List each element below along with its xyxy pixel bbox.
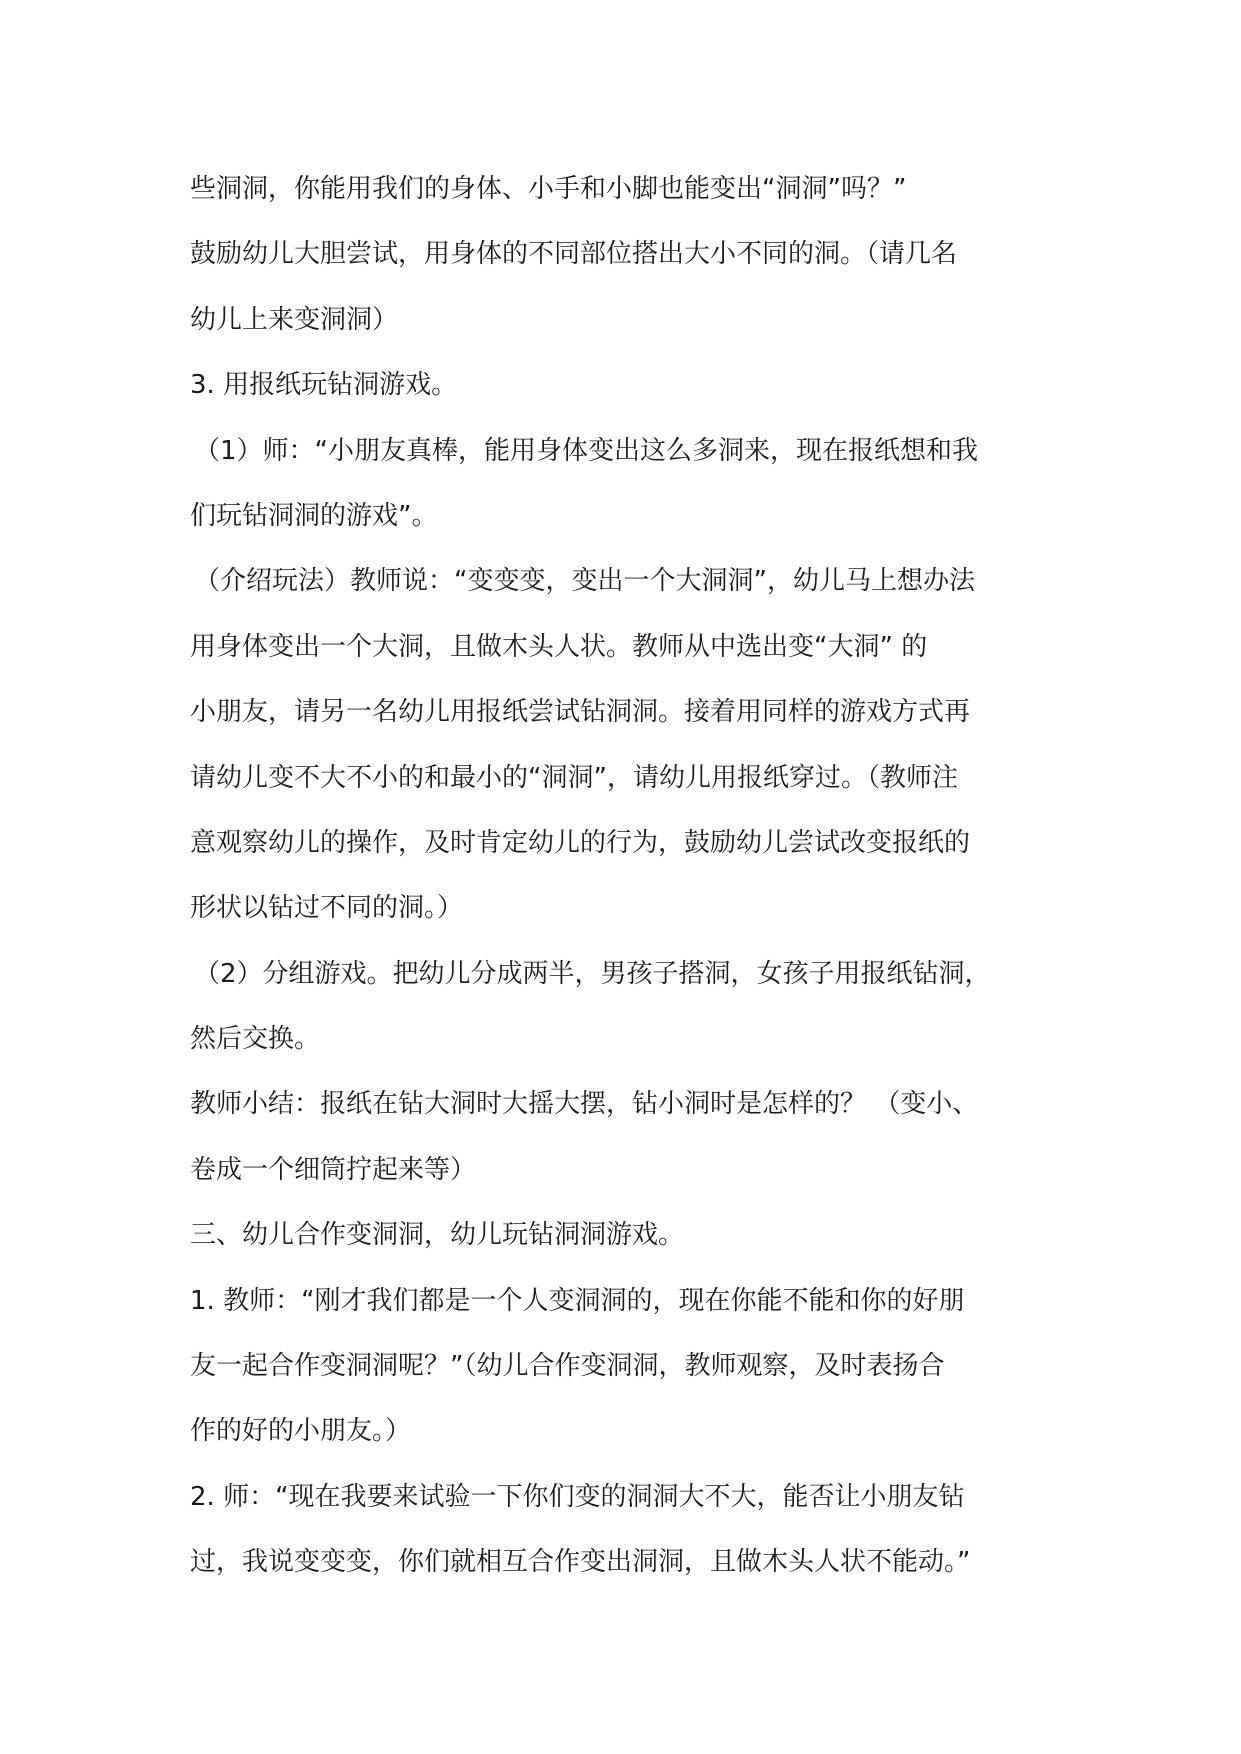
text-line: 些洞洞，你能用我们的身体、小手和小脚也能变出“洞洞”吗？” bbox=[190, 174, 907, 204]
text-line: 2. 师：“现在我要来试验一下你们变的洞洞大不大，能否让小朋友钻 bbox=[190, 1481, 965, 1512]
text-line: 幼儿上来变洞洞） bbox=[190, 304, 399, 335]
text-line: 鼓励幼儿大胆尝试，用身体的不同部位搭出大小不同的洞。（请几名 bbox=[190, 239, 958, 270]
text-line: 三、幼儿合作变洞洞，幼儿玩钻洞洞游戏。 bbox=[190, 1220, 685, 1251]
text-line: 3. 用报纸玩钻洞游戏。 bbox=[190, 370, 458, 401]
text-line: 过，我说变变变，你们就相互合作变出洞洞，且做木头人状不能动。” bbox=[190, 1547, 971, 1578]
text-line: 然后交换。 bbox=[190, 1024, 321, 1055]
text-line: 小朋友，请另一名幼儿用报纸尝试钻洞洞。接着用同样的游戏方式再 bbox=[190, 697, 971, 728]
text-line: 意观察幼儿的操作，及时肯定幼儿的行为，鼓励幼儿尝试改变报纸的 bbox=[190, 827, 971, 858]
body-text bbox=[190, 157, 1062, 1596]
text-line: （2）分组游戏。把幼儿分成两半，男孩子搭洞，女孩子用报纸钻洞， bbox=[194, 958, 991, 989]
text-line: 用身体变出一个大洞，且做木头人状。教师从中选出变“大洞” 的 bbox=[190, 631, 928, 662]
text-line: 1. 教师：“刚才我们都是一个人变洞洞的，现在你能不能和你的好朋 bbox=[190, 1285, 965, 1316]
text-line: （1）师：“小朋友真棒，能用身体变出这么多洞来，现在报纸想和我 bbox=[194, 435, 979, 466]
text-line: 教师小结：报纸在钻大洞时大摇大摆，钻小洞时是怎样的？ （变小、 bbox=[190, 1089, 979, 1120]
text-line: 形状以钻过不同的洞。） bbox=[190, 893, 464, 924]
text-line: 们玩钻洞洞的游戏”。 bbox=[190, 500, 438, 531]
text-line: 卷成一个细筒拧起来等） bbox=[190, 1154, 477, 1185]
text-line: 请幼儿变不大不小的和最小的“洞洞”，请幼儿用报纸穿过。（教师注 bbox=[190, 762, 958, 793]
text-line: 作的好的小朋友。） bbox=[190, 1416, 412, 1447]
text-line: 友一起合作变洞洞呢？”（幼儿合作变洞洞，教师观察，及时表扬合 bbox=[190, 1351, 945, 1382]
text-line: （介绍玩法）教师说：“变变变，变出一个大洞洞”，幼儿马上想办法 bbox=[194, 566, 975, 597]
